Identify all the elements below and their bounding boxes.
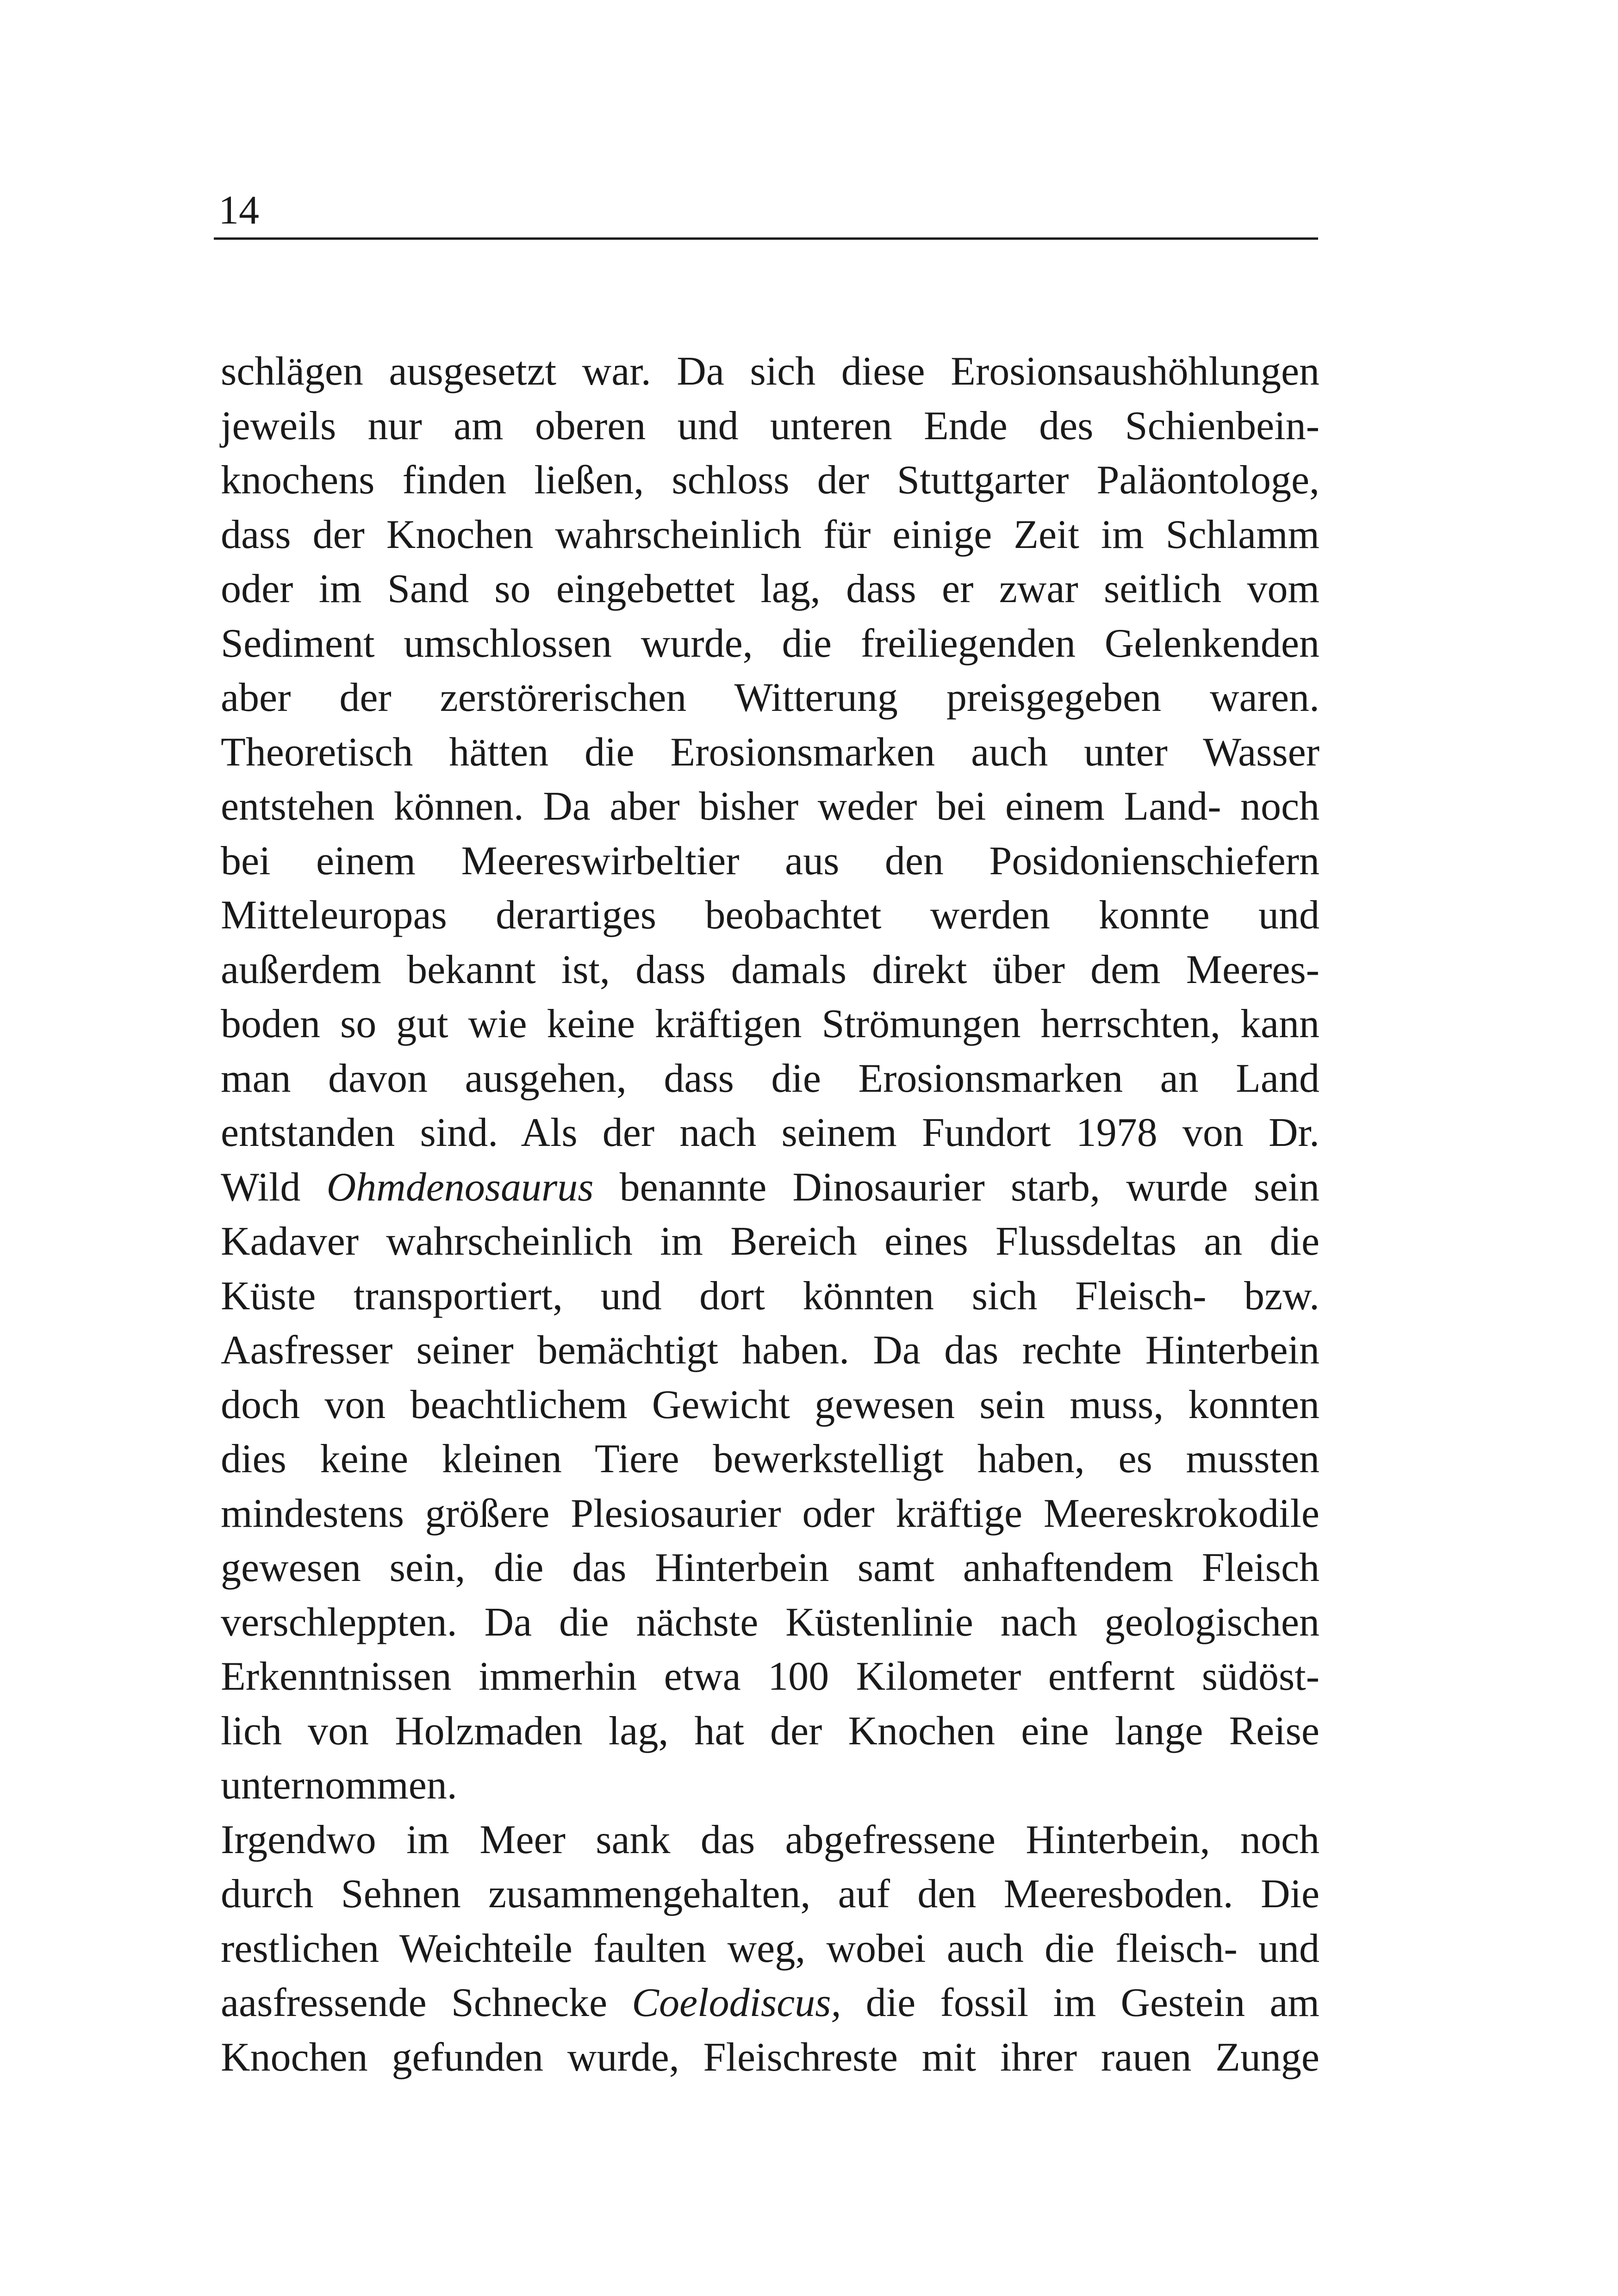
text-line — [221, 1214, 1319, 1269]
text-line — [221, 834, 1319, 889]
text-segment: Theoretisch hätten die Erosionsmarken auch unter Wasser — [221, 729, 1319, 775]
text-segment: boden so gut wie keine kräftigen Strömungen herrschten, kann — [221, 1002, 1319, 1046]
text-segment: jeweils nur am oberen und unteren Ende des Schienbein- — [221, 403, 1319, 448]
text-line — [221, 943, 1319, 997]
text-segment: entstanden sind. Als der nach seinem Fundort 1978 von Dr. — [221, 1110, 1319, 1155]
text-line — [221, 1541, 1319, 1595]
text-line — [221, 997, 1319, 1052]
text-line — [221, 453, 1319, 508]
page-number: 14 — [218, 188, 259, 233]
header-rule — [214, 237, 1318, 240]
text-line — [221, 399, 1319, 454]
text-segment: Aasfresser seiner bemächtigt haben. Da das rechte Hinterbein — [221, 1328, 1319, 1373]
text-segment: Wild — [221, 1164, 327, 1210]
text-line — [221, 1106, 1319, 1160]
text-line — [221, 671, 1319, 725]
text-line — [221, 1432, 1319, 1487]
text-segment: Mitteleuropas derartiges beobachtet werden konnte und — [221, 893, 1319, 938]
text-line — [221, 2030, 1319, 2085]
text-segment: Knochen gefunden wurde, Fleischreste mit ihrer rauen Zunge — [221, 2035, 1319, 2080]
text-segment: Erkenntnissen immerhin etwa 100 Kilometer entfernt südöst- — [221, 1654, 1319, 1699]
text-segment: Sediment umschlossen wurde, die freiliegenden Gelenkenden — [221, 621, 1319, 666]
text-segment: schlägen ausgesetzt war. Da sich diese Erosionsaushöhlungen — [221, 349, 1319, 394]
text-segment: restlichen Weichteile faulten weg, wobei auch die fleisch- und — [221, 1926, 1319, 1971]
text-segment: lich von Holzmaden lag, hat der Knochen eine lange Reise — [221, 1708, 1319, 1754]
body-text — [221, 344, 1319, 2084]
text-segment: durch Sehnen zusammengehalten, auf den Meeresboden. Die — [221, 1872, 1319, 1916]
page-header — [214, 185, 1318, 241]
text-segment: gewesen sein, die das Hinterbein samt anhaftendem Fleisch — [221, 1545, 1319, 1590]
text-segment: benannte Dinosaurier starb, wurde sein — [593, 1164, 1320, 1210]
text-segment: mindestens größere Plesiosaurier oder kräftige Meereskrokodile — [221, 1491, 1319, 1536]
text-line — [221, 1160, 1319, 1215]
text-segment: aasfressende Schnecke — [221, 1980, 632, 2025]
text-segment: bei einem Meereswirbeltier aus den Posidonienschiefern — [221, 838, 1319, 884]
text-line — [221, 1378, 1319, 1432]
text-line — [221, 1595, 1319, 1650]
text-line — [221, 616, 1319, 671]
text-line — [221, 1976, 1319, 2030]
text-segment: Kadaver wahrscheinlich im Bereich eines Flussdeltas an die — [221, 1219, 1319, 1264]
text-line — [221, 1487, 1319, 1541]
text-line — [221, 344, 1319, 399]
text-segment: dass der Knochen wahrscheinlich für einige Zeit im Schlamm — [221, 512, 1319, 557]
text-line — [221, 779, 1319, 834]
text-segment: oder im Sand so eingebettet lag, dass er zwar seitlich vom — [221, 566, 1319, 611]
italic-text: Coelodiscus, — [632, 1980, 841, 2025]
text-segment: Irgendwo im Meer sank das abgefressene Hinterbein, noch — [221, 1817, 1319, 1862]
text-line — [221, 1922, 1319, 1976]
text-segment: knochens finden ließen, schloss der Stuttgarter Paläontologe, — [221, 458, 1319, 503]
text-segment: außerdem bekannt ist, dass damals direkt über dem Meeres- — [221, 947, 1319, 992]
text-segment: Küste transportiert, und dort könnten sich Fleisch- bzw. — [221, 1273, 1319, 1319]
italic-text: Ohmdenosaurus — [326, 1164, 594, 1210]
text-segment: man davon ausgehen, dass die Erosionsmarken an Land — [221, 1056, 1319, 1101]
text-segment: dies keine kleinen Tiere bewerkstelligt haben, es mussten — [221, 1437, 1319, 1481]
text-line — [221, 1323, 1319, 1378]
text-line — [221, 1704, 1319, 1759]
text-line — [221, 1813, 1319, 1867]
text-line — [221, 1269, 1319, 1324]
text-segment: doch von beachtlichem Gewicht gewesen sein muss, konnten — [221, 1382, 1319, 1427]
text-line — [221, 1758, 1319, 1813]
text-line — [221, 508, 1319, 562]
text-line — [221, 888, 1319, 943]
text-line — [221, 1052, 1319, 1106]
text-line — [221, 562, 1319, 616]
text-line — [221, 1649, 1319, 1704]
text-segment: unternommen. — [221, 1763, 457, 1808]
text-line — [221, 1867, 1319, 1922]
text-segment: die fossil im Gestein am — [841, 1980, 1319, 2025]
text-segment: aber der zerstörerischen Witterung preisgegeben waren. — [221, 675, 1319, 720]
text-line — [221, 725, 1319, 780]
text-segment: entstehen können. Da aber bisher weder bei einem Land- noch — [221, 784, 1319, 829]
text-segment: verschleppten. Da die nächste Küstenlinie nach geologischen — [221, 1599, 1319, 1645]
